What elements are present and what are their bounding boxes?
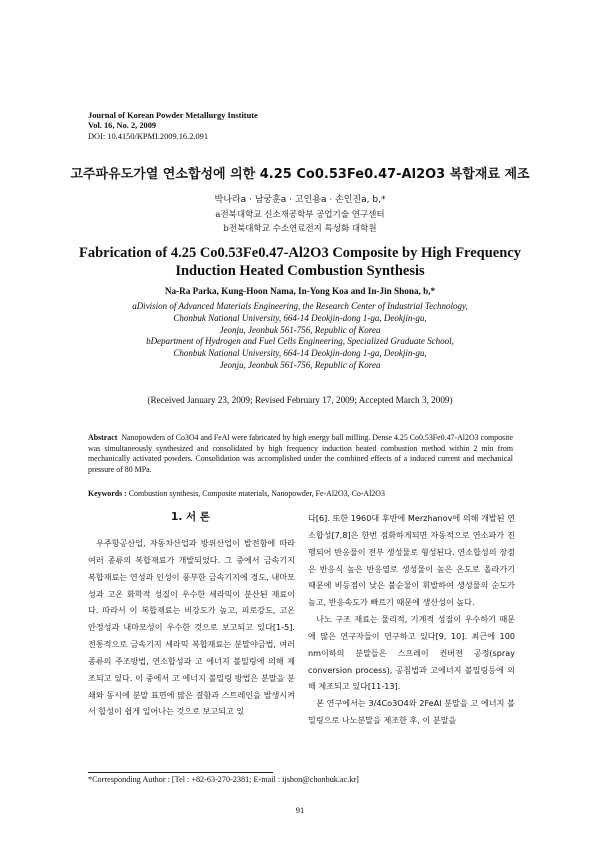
body-paragraph: 나노 구조 재료는 물리적, 기계적 성질이 우수하기 때문에 많은 연구자들이 연구하고 있다[9, 10]. 최근에 100 nm이하의 분말들은 스프레이 컨버젼 공정(spray conversion process), 공침법과 고에너지 볼밀링등에 의해 제조되고 있다[11-13]. xyxy=(308,614,515,692)
abstract-label: Abstract xyxy=(88,433,118,442)
left-column xyxy=(88,535,295,720)
affiliation-line: Jeonju, Jeonbuk 561-756, Republic of Korea xyxy=(219,359,381,370)
korean-title: 고주파유도가열 연소합성에 의한 4.25 Co0.53Fe0.47-Al2O3 복합재료 제조 xyxy=(70,167,530,182)
section-heading: 1. 서 론 xyxy=(171,511,210,523)
keywords xyxy=(88,489,513,498)
keywords-text: Combustion synthesis, Composite materials, Nanopowder, Fe-Al2O3, Co-Al2O3 xyxy=(128,489,385,498)
affiliation-line: Jeonju, Jeonbuk 561-756, Republic of Korea xyxy=(219,324,381,335)
journal-header xyxy=(88,111,258,142)
keywords-label: Keywords : xyxy=(88,489,127,498)
abstract-text: Nanopowders of Co3O4 and FeAl were fabricated by high energy ball milling. Dense 4.25 Co0.53Fe0.47-Al2O3 composite was simultaneously synthesized and consolidated by high frequency induction heated combustion method within 2 min from mechanically activated powders. Consolidation was accomplished under the combined effects of a induced current and mechanical pressure of 80 MPa. xyxy=(88,433,513,474)
journal-name: Journal of Korean Powder Metallurgy Institute xyxy=(88,111,258,120)
received-dates: (Received January 23, 2009; Revised February 17, 2009; Accepted March 3, 2009) xyxy=(147,395,453,405)
korean-authors: 박나라a · 남궁훈a · 고인용a · 손인진a, b,* xyxy=(214,195,386,205)
korean-affiliation-b: b전북대학교 수소연료전지 특성화 대학원 xyxy=(223,224,377,234)
affiliation-line: aDivision of Advanced Materials Engineering, the Research Center of Industrial Technology, xyxy=(132,301,468,311)
right-column xyxy=(308,510,515,729)
english-authors: Na-Ra Parka, Kung-Hoon Nama, In-Yong Koa and In-Jin Shona, b,* xyxy=(164,286,436,296)
page-number: 91 xyxy=(295,805,305,815)
body-paragraph: 우주항공산업, 자동차산업과 방위산업이 발전함에 따라 여러 종류의 복합재료가 개발되었다. 그 중에서 금속기지 복합재료는 연성과 인성이 풍부한 금속기지에 경도, 내마모성과 고온 화학적 성질이 우수한 세라믹이 분산된 재료이다. 따라서 이 복합재료는 비강도가 높고, 피로강도, 고온 안정성과 내마모성이 우수한 것으로 보고되고 있다[1-5]. 전통적으로 금속기지 세라믹 복합재료는 분말야금법, 여러 종류의 주조방법, 연소합성과 고 에너지 볼밀링에 의해 제조되고 있다. 이 중에서 고 에너지 볼밀링 방법은 분말을 분쇄와 동시에 분말 표면에 많은 결함과 스트레인을 발생시켜서 합성이 쉽게 일어나는 것으로 보고되고 있 xyxy=(88,538,295,717)
affiliation-line: Chonbuk National University, 664-14 Deokjin-dong 1-ga, Deokjin-gu, xyxy=(173,312,427,323)
footnote-rule xyxy=(88,772,273,773)
english-title: Fabrication of 4.25 Co0.53Fe0.47-Al2O3 Composite by High Frequency Induction Heated Combustion Synthesis xyxy=(79,245,521,279)
korean-affiliation-a: a전북대학교 신소재공학부 공업기술 연구센터 xyxy=(215,210,385,220)
body-paragraph: 다[6]. 또한 1960대 후반에 Merzhanov에 의해 개발된 연소합성[7,8]은 한번 점화하게되면 자동적으로 연소파가 진행되어 반응물이 전부 생성물로 형성된다. 연소합성의 장점은 반응식 높은 반응열로 생성물이 높은 온도로 올라가기 때문에 비등점이 낮은 불순물이 휘발하여 생성물의 순도가 높고, 반응속도가 빠르기 때문에 생산성이 높다. xyxy=(308,513,515,608)
corresponding-author-footnote: *Corresponding Author : [Tel : +82-63-270-2381; E-mail : ijshon@chonbuk.ac.kr] xyxy=(88,775,359,784)
affiliation-line: Chonbuk National University, 664-14 Deokjin-dong 1-ga, Deokjin-gu, xyxy=(173,348,427,359)
journal-volume: Vol. 16, No. 2, 2009 xyxy=(88,121,157,131)
journal-doi: DOI: 10.4150/KPMI.2009.16.2.091 xyxy=(88,131,209,141)
abstract xyxy=(88,433,513,475)
affiliation-line: bDepartment of Hydrogen and Fuel Cells Engineering, Specialized Graduate School, xyxy=(146,336,454,347)
body-paragraph: 본 연구에서는 3/4Co3O4와 2FeAl 분말을 고 에너지 볼밀링으로 나노분말을 제조한 후, 이 분말을 xyxy=(308,698,515,726)
english-affiliations xyxy=(60,301,540,372)
